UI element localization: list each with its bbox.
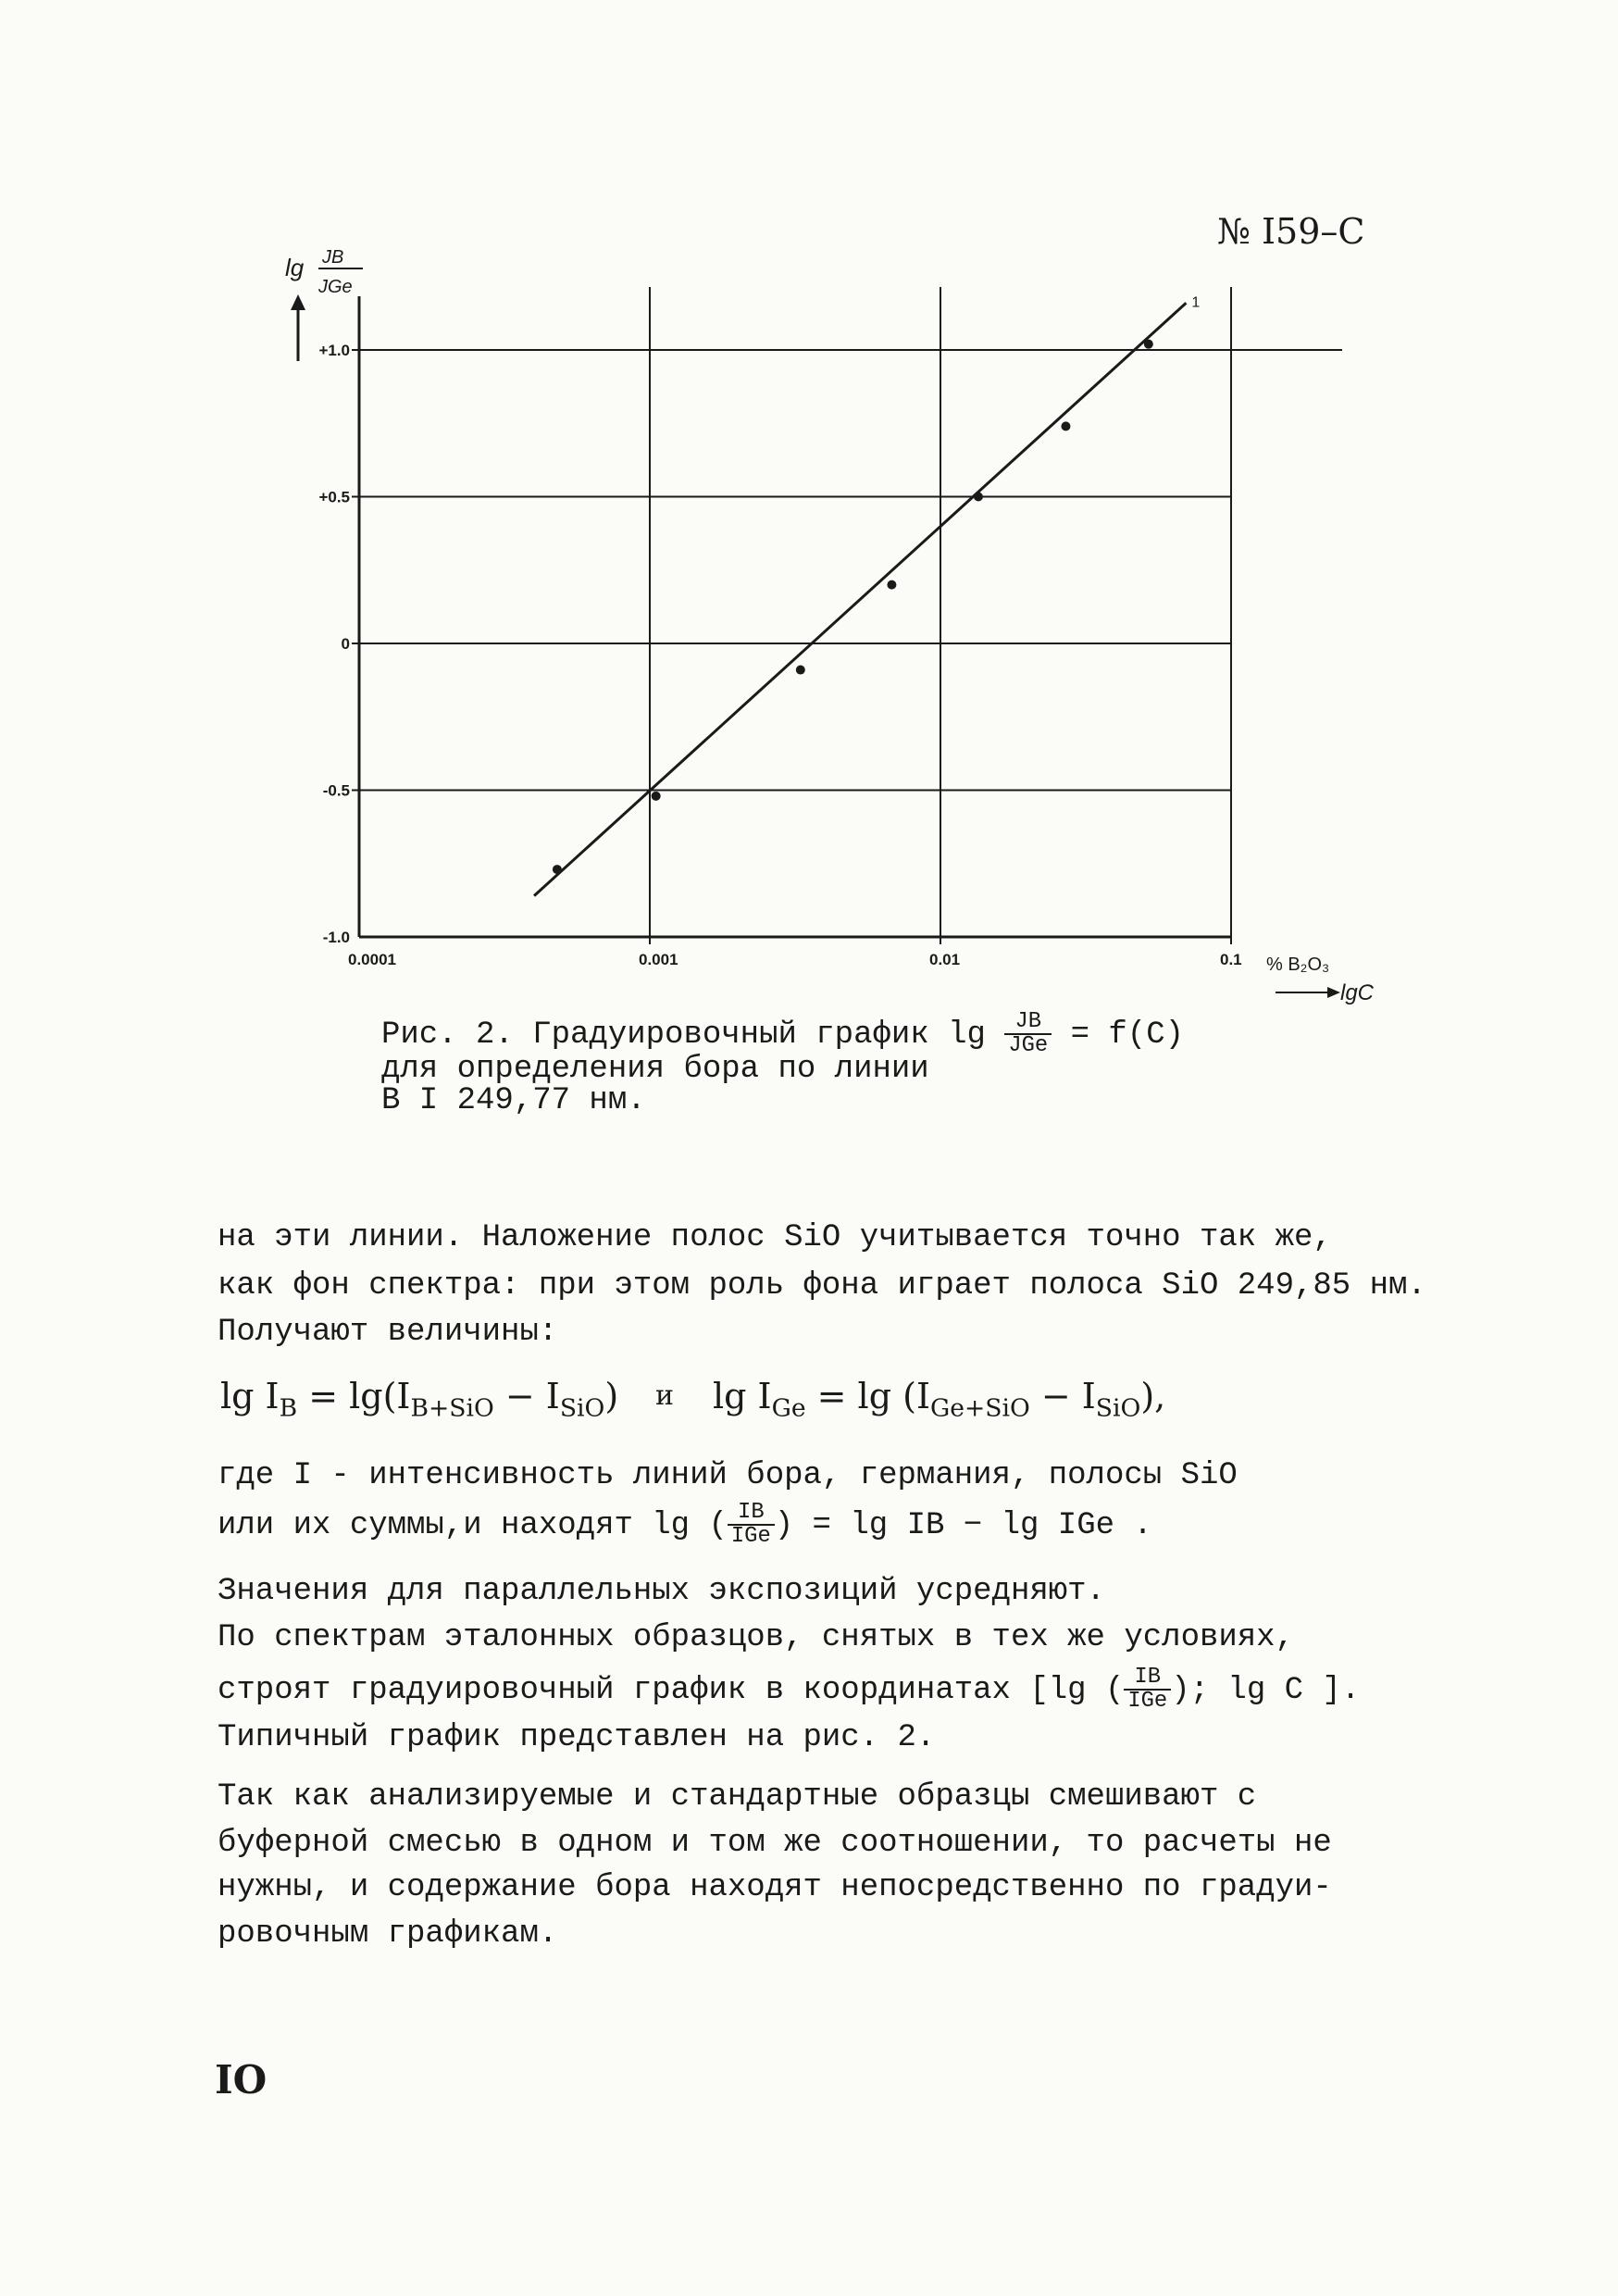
caption-line-3: B I 249,77 нм.	[381, 1083, 646, 1118]
coordinate-fraction	[1124, 1666, 1171, 1713]
x-tick-label: 0.001	[639, 951, 678, 968]
formula-part: − I	[493, 1376, 560, 1416]
x-axis-label-lgc: lgC	[1340, 980, 1375, 1005]
formula-lg-ib	[220, 1376, 618, 1423]
formula-part: lg I	[220, 1376, 280, 1416]
y-tick-label: -1.0	[322, 929, 350, 946]
formula-subscript: SiO	[559, 1393, 605, 1423]
formula-part: ),	[1140, 1376, 1166, 1416]
y-tick-label: +1.0	[318, 342, 350, 359]
body-text: или их суммы,и находят	[218, 1507, 653, 1543]
calibration-chart	[0, 0, 1618, 1009]
caption-fraction	[1004, 1011, 1052, 1057]
body-line-with-formula	[218, 1502, 1152, 1548]
body-line: ровочным графикам.	[218, 1916, 558, 1952]
formula-subscript: SiO	[1095, 1393, 1141, 1423]
formula-subscript: B	[279, 1393, 298, 1423]
coordinate-numerator: IB	[1124, 1666, 1171, 1691]
y-tick-label: +0.5	[318, 488, 350, 506]
data-point	[1144, 340, 1153, 349]
data-point	[796, 666, 805, 675]
formula-part: lg (	[652, 1507, 728, 1543]
caption-line-2: для определения бора по линии	[381, 1052, 929, 1087]
body-line: нужны, и содержание бора находят непосредственно по градуи-	[218, 1870, 1332, 1905]
x-tick-label: 0.0001	[348, 951, 396, 968]
ratio-denominator: IGe	[730, 1523, 771, 1549]
body-line-with-formula	[218, 1666, 1360, 1713]
page-number: IO	[215, 2057, 268, 2103]
data-point	[887, 580, 896, 590]
formula-subscript: B+SiO	[410, 1393, 494, 1423]
body-line: Так как анализируемые и стандартные образцы смешивают с	[218, 1779, 1257, 1815]
data-point	[652, 792, 661, 801]
x-axis-arrow-head	[1327, 987, 1340, 998]
body-text: строят градуировочный график в координатах [lg (	[218, 1672, 1125, 1708]
y-axis-arrow-head	[291, 294, 305, 310]
formula-part: − I	[1029, 1376, 1096, 1416]
ratio-numerator: IB	[728, 1502, 775, 1526]
formula-subscript: Ge+SiO	[929, 1393, 1030, 1423]
data-point	[1061, 421, 1070, 430]
y-tick-label: -0.5	[322, 781, 350, 800]
data-point	[553, 865, 562, 874]
caption-fraction-numerator: JB	[1004, 1011, 1052, 1035]
formula-part: lg I	[713, 1376, 772, 1416]
y-axis-label-den: JGe	[318, 277, 353, 297]
caption-suffix: = f(C)	[1052, 1017, 1184, 1053]
formula-and: и	[655, 1379, 674, 1412]
caption-fraction-denominator: JGe	[1008, 1032, 1049, 1058]
caption-lg: lg	[948, 1017, 986, 1053]
caption-prefix: Рис. 2. Градуировочный график	[381, 1017, 949, 1053]
y-tick-label: 0	[341, 635, 350, 653]
coordinate-denominator: IGe	[1127, 1688, 1168, 1714]
formula-lg-ige	[713, 1376, 1165, 1423]
x-tick-label: 0.01	[929, 951, 961, 968]
x-tick-label: 0.1	[1220, 951, 1242, 968]
x-axis-label: % B₂O₃	[1266, 955, 1330, 975]
formula-subscript: Ge	[771, 1393, 806, 1423]
body-line: на эти линии. Наложение полос SiO учитывается точно так же,	[218, 1220, 1332, 1255]
body-line: как фон спектра: при этом роль фона играет полоса SiO 249,85 нм.	[218, 1268, 1426, 1304]
data-point	[974, 493, 983, 502]
document-number: № I59–C	[1217, 211, 1365, 252]
body-line: По спектрам эталонных образцов, снятых в тех же условиях,	[218, 1620, 1294, 1655]
body-line: буферной смесью в одном и том же соотношении, то расчеты не	[218, 1826, 1332, 1861]
body-text: ); lg C ].	[1171, 1672, 1361, 1708]
series-label: 1	[1191, 294, 1201, 311]
body-line: Значения для параллельных экспозиций усредняют.	[218, 1574, 1105, 1609]
body-line: где I - интенсивность линий бора, германия, полосы SiO	[218, 1458, 1238, 1493]
ratio-fraction	[728, 1502, 775, 1548]
body-line: Получают величины:	[218, 1315, 558, 1350]
body-line: Типичный график представлен на рис. 2.	[218, 1720, 936, 1755]
formula-part: = lg (I	[805, 1376, 930, 1416]
y-axis-label-num: JB	[322, 247, 344, 268]
y-axis-label: lg	[285, 254, 305, 281]
formula-part: = lg(I	[297, 1376, 411, 1416]
formula-part: ) = lg IB − lg IGe .	[774, 1507, 1152, 1543]
series-fit-line	[534, 303, 1186, 895]
formula-part: )	[604, 1376, 619, 1416]
